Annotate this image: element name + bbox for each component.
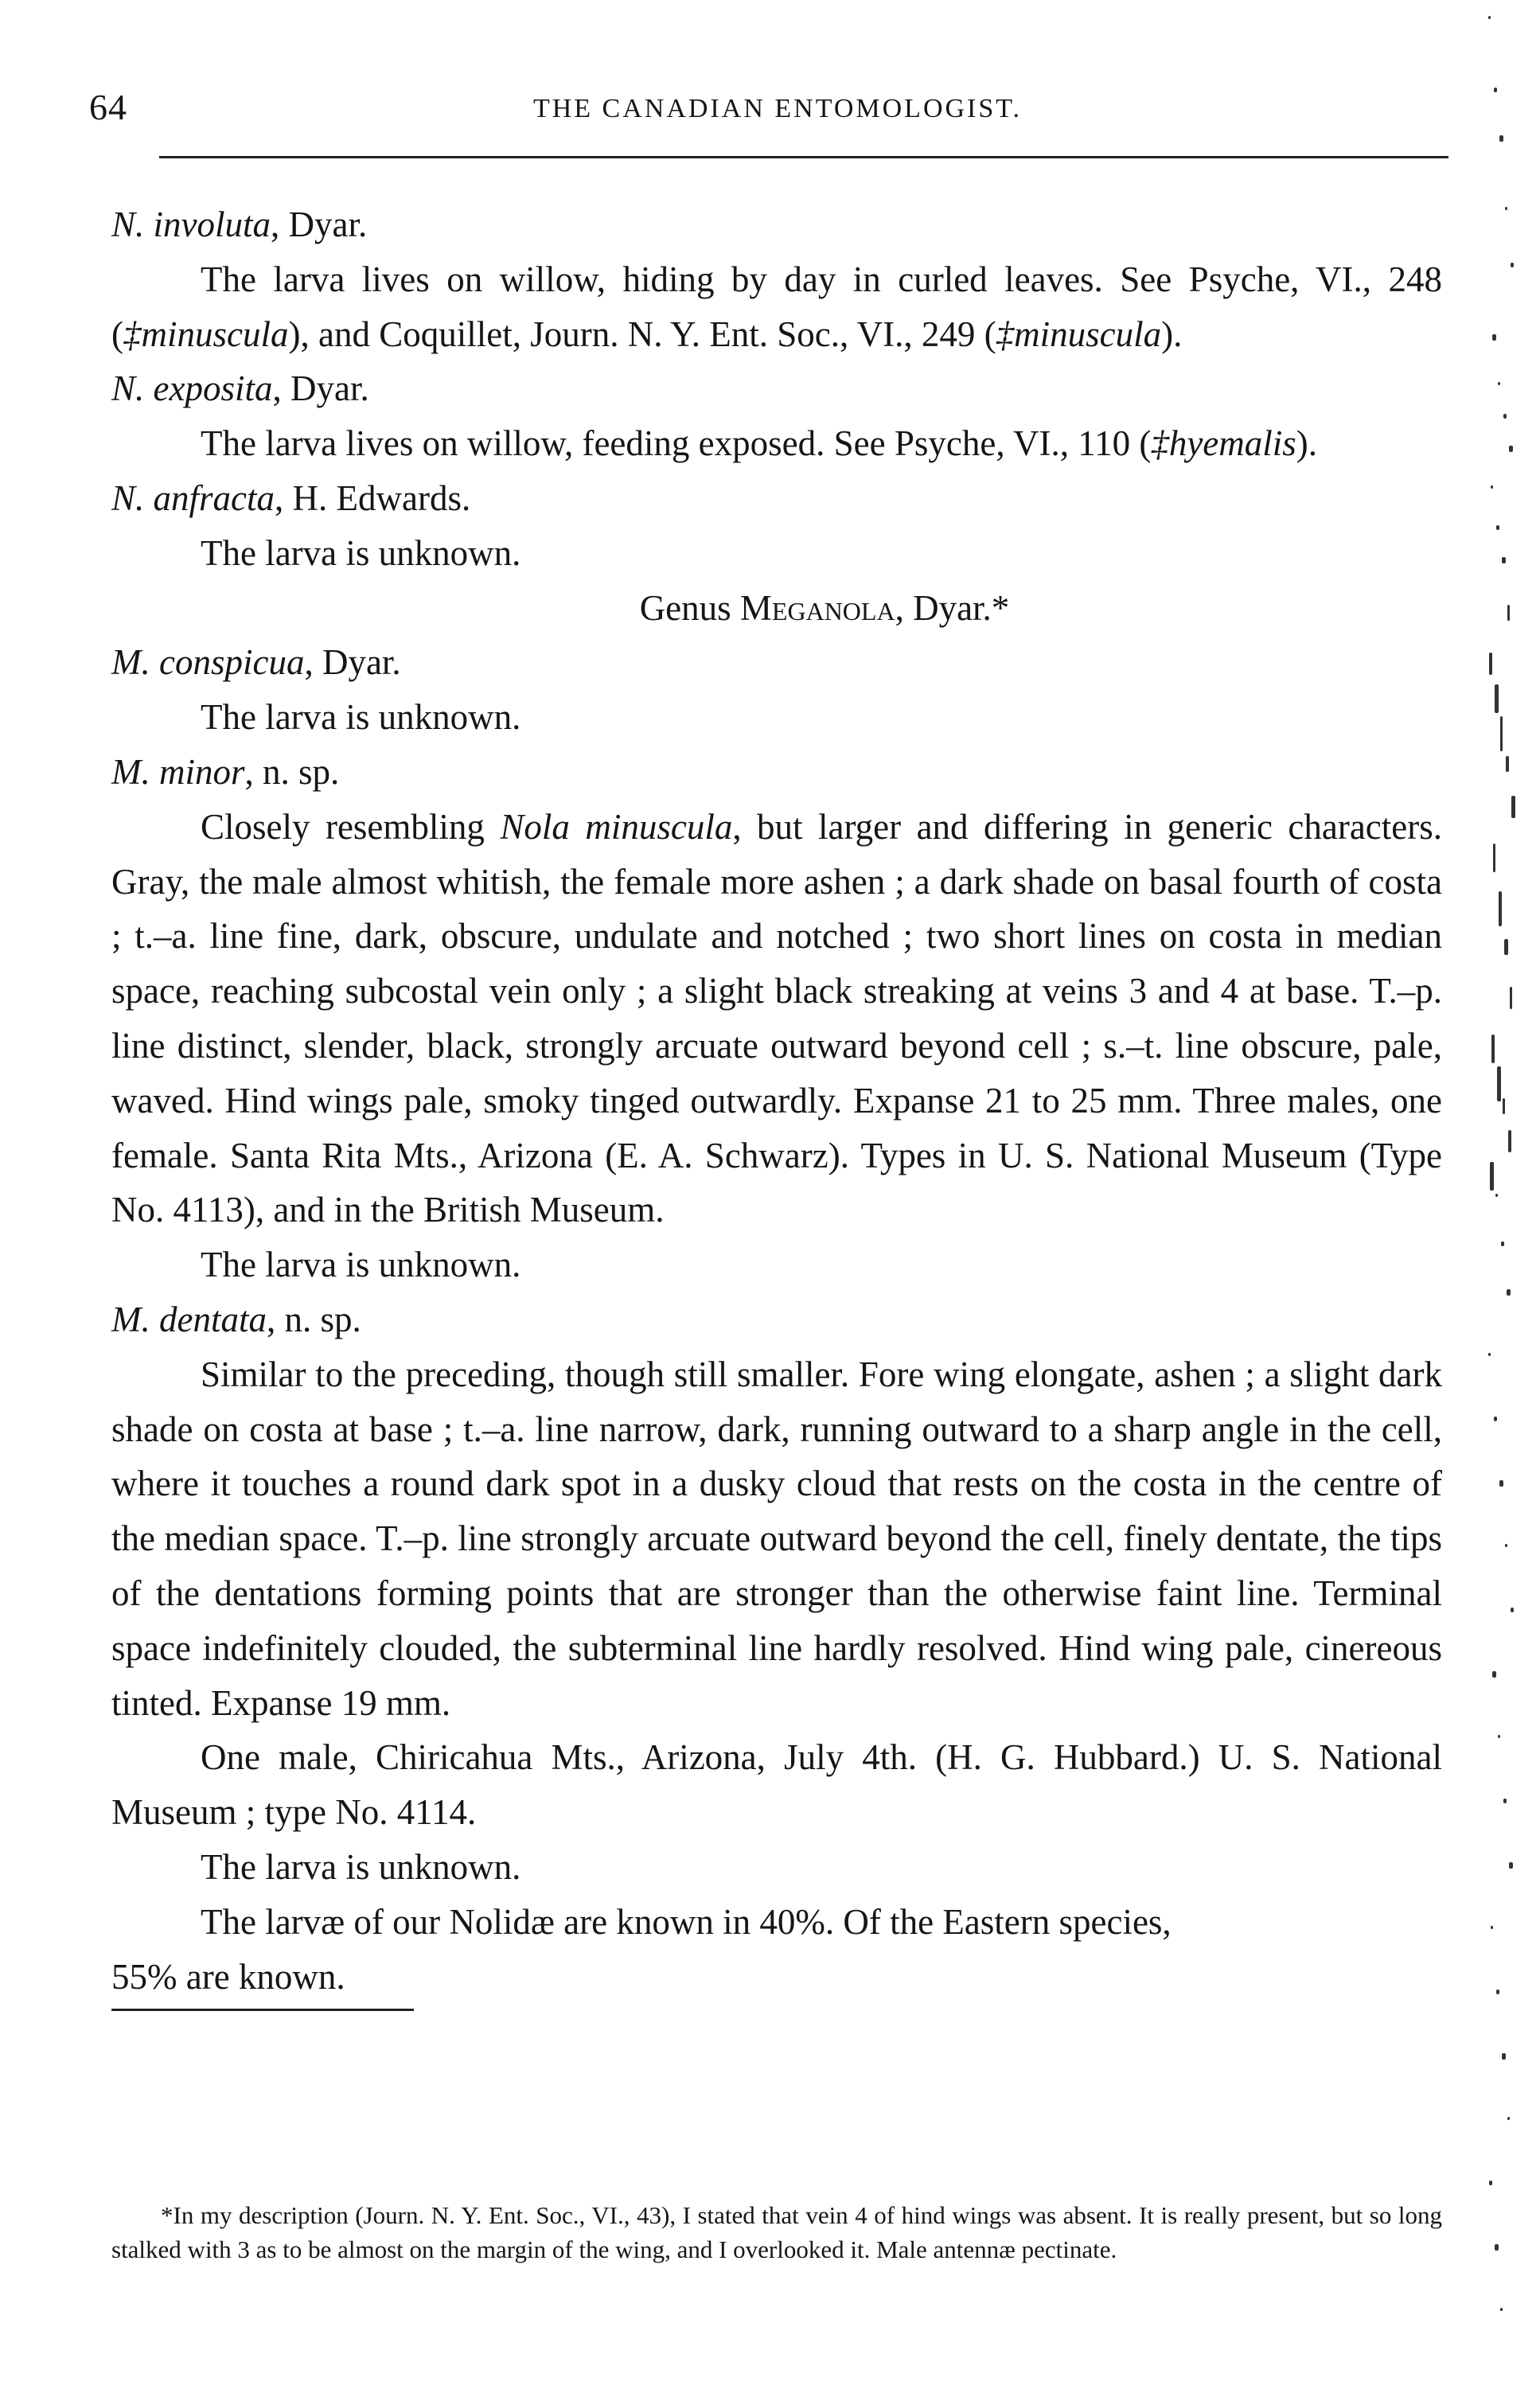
- scan-speck: [1495, 2244, 1499, 2251]
- scan-speck: [1492, 1671, 1496, 1678]
- scan-speck: [1500, 716, 1503, 751]
- text-run: The larva is unknown.: [201, 1846, 521, 1887]
- scan-speck: [1503, 414, 1507, 419]
- text-run: ).: [1161, 314, 1183, 354]
- scan-speck: [1498, 1735, 1500, 1738]
- italic-text: ‡minuscula: [123, 314, 289, 354]
- text-run: , H. Edwards.: [275, 477, 471, 518]
- italic-text: M. dentata: [111, 1299, 267, 1339]
- footnote-text: *In my description (Journ. N. Y. Ent. Soc., VI., 43), I stated that vein 4 of hind wings was absent. It is really present, but so long stalked with 3 as to be almost on the margin of the wing, and I overlooked it. Male antennæ pectinate.: [111, 2201, 1442, 2263]
- running-head: [89, 86, 1442, 134]
- scan-speck: [1491, 1926, 1493, 1929]
- scan-speck: [1489, 2181, 1492, 2185]
- species-entry: [111, 1292, 1442, 1347]
- text-run: Closely resembling: [201, 806, 501, 847]
- scan-speck: [1502, 2053, 1506, 2060]
- scan-speck: [1495, 1194, 1498, 1197]
- scan-speck: [1494, 1417, 1497, 1421]
- text-run: The larva is unknown.: [201, 532, 521, 573]
- scan-speck: [1509, 446, 1513, 452]
- text-run: , n. sp.: [244, 751, 340, 792]
- closing-rule-line: [111, 1950, 414, 2012]
- scan-speck: [1511, 796, 1515, 818]
- italic-text: N. exposita: [111, 368, 273, 409]
- species-entry: [111, 197, 1442, 252]
- scan-speck: [1511, 263, 1514, 267]
- text-run: , Dyar.: [272, 368, 369, 409]
- italic-text: ‡hyemalis: [1151, 423, 1296, 464]
- scan-speck: [1494, 88, 1497, 92]
- scan-speck: [1499, 891, 1502, 926]
- scan-speck: [1498, 382, 1500, 385]
- text-run: The larva is unknown.: [201, 1245, 521, 1285]
- scan-speck: [1504, 939, 1508, 955]
- species-entry: [111, 471, 1442, 526]
- page-number: 64: [89, 87, 127, 127]
- paragraph: [111, 1237, 1442, 1292]
- italic-text: M. minor: [111, 751, 245, 792]
- paragraph: [111, 252, 1442, 362]
- text-run: , but larger and differing in generic characters. Gray, the male almost whitish, the female more ashen ; a dark shade on basal fourth of costa ; t.–a. line fine, dark, obscure, undulate and notched ; two short lines on costa in median space, reaching subcostal vein only ; a slight black streaking at veins 3 and 4 at base. T.–p. line distinct, slender, black, strongly arcuate outward beyond cell ; s.–t. line obscure, pale, waved. Hind wings pale, smoky tinged outwardly. Expanse 21 to 25 mm. Three males, one female. Santa Rita Mts., Arizona (E. A. Schwarz). Types in U. S. National Museum (Type No. 4113), and in the British Museum.: [111, 806, 1442, 1230]
- scan-speck: [1500, 2308, 1503, 2311]
- scan-speck: [1497, 1066, 1501, 1101]
- scan-speck: [1509, 1862, 1513, 1869]
- scan-speck: [1496, 525, 1499, 530]
- scan-speck: [1492, 334, 1496, 341]
- footnote: [111, 2198, 1442, 2266]
- paragraph: [111, 1730, 1442, 1840]
- scan-speck: [1495, 684, 1499, 713]
- scan-speck: [1501, 1241, 1504, 1246]
- closing-line: [111, 1950, 1442, 2012]
- scan-speck: [1507, 2117, 1510, 2120]
- scan-edge-specks: [1480, 0, 1528, 2397]
- header-rule: [159, 156, 1448, 158]
- italic-text: ‡minuscula: [996, 314, 1162, 354]
- scan-speck: [1489, 653, 1492, 675]
- scan-speck: [1503, 1799, 1507, 1803]
- text-run: 55% are known.: [111, 1956, 345, 1997]
- text-run: The larva lives on willow, hiding by day in curled leaves. See Psyche, VI., 248 (: [111, 259, 1442, 354]
- scan-speck: [1507, 1289, 1511, 1296]
- text-run: Similar to the preceding, though still smaller. Fore wing elongate, ashen ; a slight dark shade on costa at base ; t.–a. line narrow, dark, running outward to a sharp angle in the cell, where it touches a round dark spot in a dusky cloud that rests on the costa in the centre of the median space. T.–p. line strongly arcuate outward beyond the cell, finely dentate, the tips of the dentations forming points that are stronger than the otherwise faint line. Terminal space indefinitely clouded, the subterminal line hardly resolved. Hind wing pale, cinereous tinted. Expanse 19 mm.: [111, 1354, 1442, 1723]
- text-run: , n. sp.: [266, 1299, 361, 1339]
- italic-text: N. anfracta: [111, 477, 275, 518]
- scan-speck: [1493, 844, 1495, 872]
- italic-text: Nola minuscula: [500, 806, 733, 847]
- scan-speck: [1499, 135, 1503, 142]
- text-run: The larva is unknown.: [201, 697, 521, 738]
- scan-speck: [1508, 1130, 1511, 1152]
- italic-text: N. involuta: [111, 205, 271, 244]
- scan-speck: [1490, 1162, 1494, 1191]
- main-text: [111, 197, 1442, 2011]
- species-entry: [111, 745, 1442, 800]
- text-run: ), and Coquillet, Journ. N. Y. Ent. Soc., VI., 249 (: [288, 314, 996, 354]
- text-run: , Dyar.: [271, 205, 368, 244]
- scan-speck: [1511, 1608, 1514, 1612]
- paragraph: [111, 416, 1442, 471]
- scan-speck: [1488, 16, 1491, 19]
- paragraph: [111, 1840, 1442, 1895]
- scan-speck: [1505, 1544, 1507, 1547]
- text-run: , Dyar.: [304, 642, 401, 683]
- scan-speck: [1510, 987, 1512, 1009]
- scan-speck: [1503, 1098, 1505, 1114]
- scan-speck: [1491, 1035, 1495, 1063]
- paragraph: [111, 1895, 1442, 1950]
- text-run: The larvæ of our Nolidæ are known in 40%. Of the Eastern species,: [201, 1901, 1172, 1942]
- paragraph: [111, 526, 1442, 581]
- scan-speck: [1496, 1990, 1499, 1994]
- species-entry: [111, 635, 1442, 690]
- genus-heading: [111, 581, 1442, 636]
- journal-title: THE CANADIAN ENTOMOLOGIST.: [532, 94, 1023, 123]
- text-run: Genus: [639, 587, 740, 628]
- scan-speck: [1506, 756, 1509, 772]
- species-entry: [111, 361, 1442, 416]
- scan-speck: [1491, 485, 1493, 489]
- paragraph: [111, 690, 1442, 745]
- paragraph: [111, 1347, 1442, 1731]
- italic-text: M. conspicua: [111, 642, 305, 683]
- scan-speck: [1502, 557, 1506, 563]
- text-run: , Dyar.*: [895, 587, 1010, 628]
- paragraph: [111, 800, 1442, 1237]
- text-run: ).: [1296, 423, 1318, 464]
- scan-speck: [1505, 207, 1507, 210]
- scan-speck: [1499, 1480, 1503, 1487]
- scan-speck: [1507, 605, 1510, 621]
- text-run: One male, Chiricahua Mts., Arizona, July 4th. (H. G. Hubbard.) U. S. National Museum ; type No. 4114.: [111, 1737, 1442, 1833]
- text-run: The larva lives on willow, feeding exposed. See Psyche, VI., 110 (: [201, 423, 1152, 464]
- scan-speck: [1488, 1353, 1491, 1356]
- text-run: Meganola: [739, 587, 895, 628]
